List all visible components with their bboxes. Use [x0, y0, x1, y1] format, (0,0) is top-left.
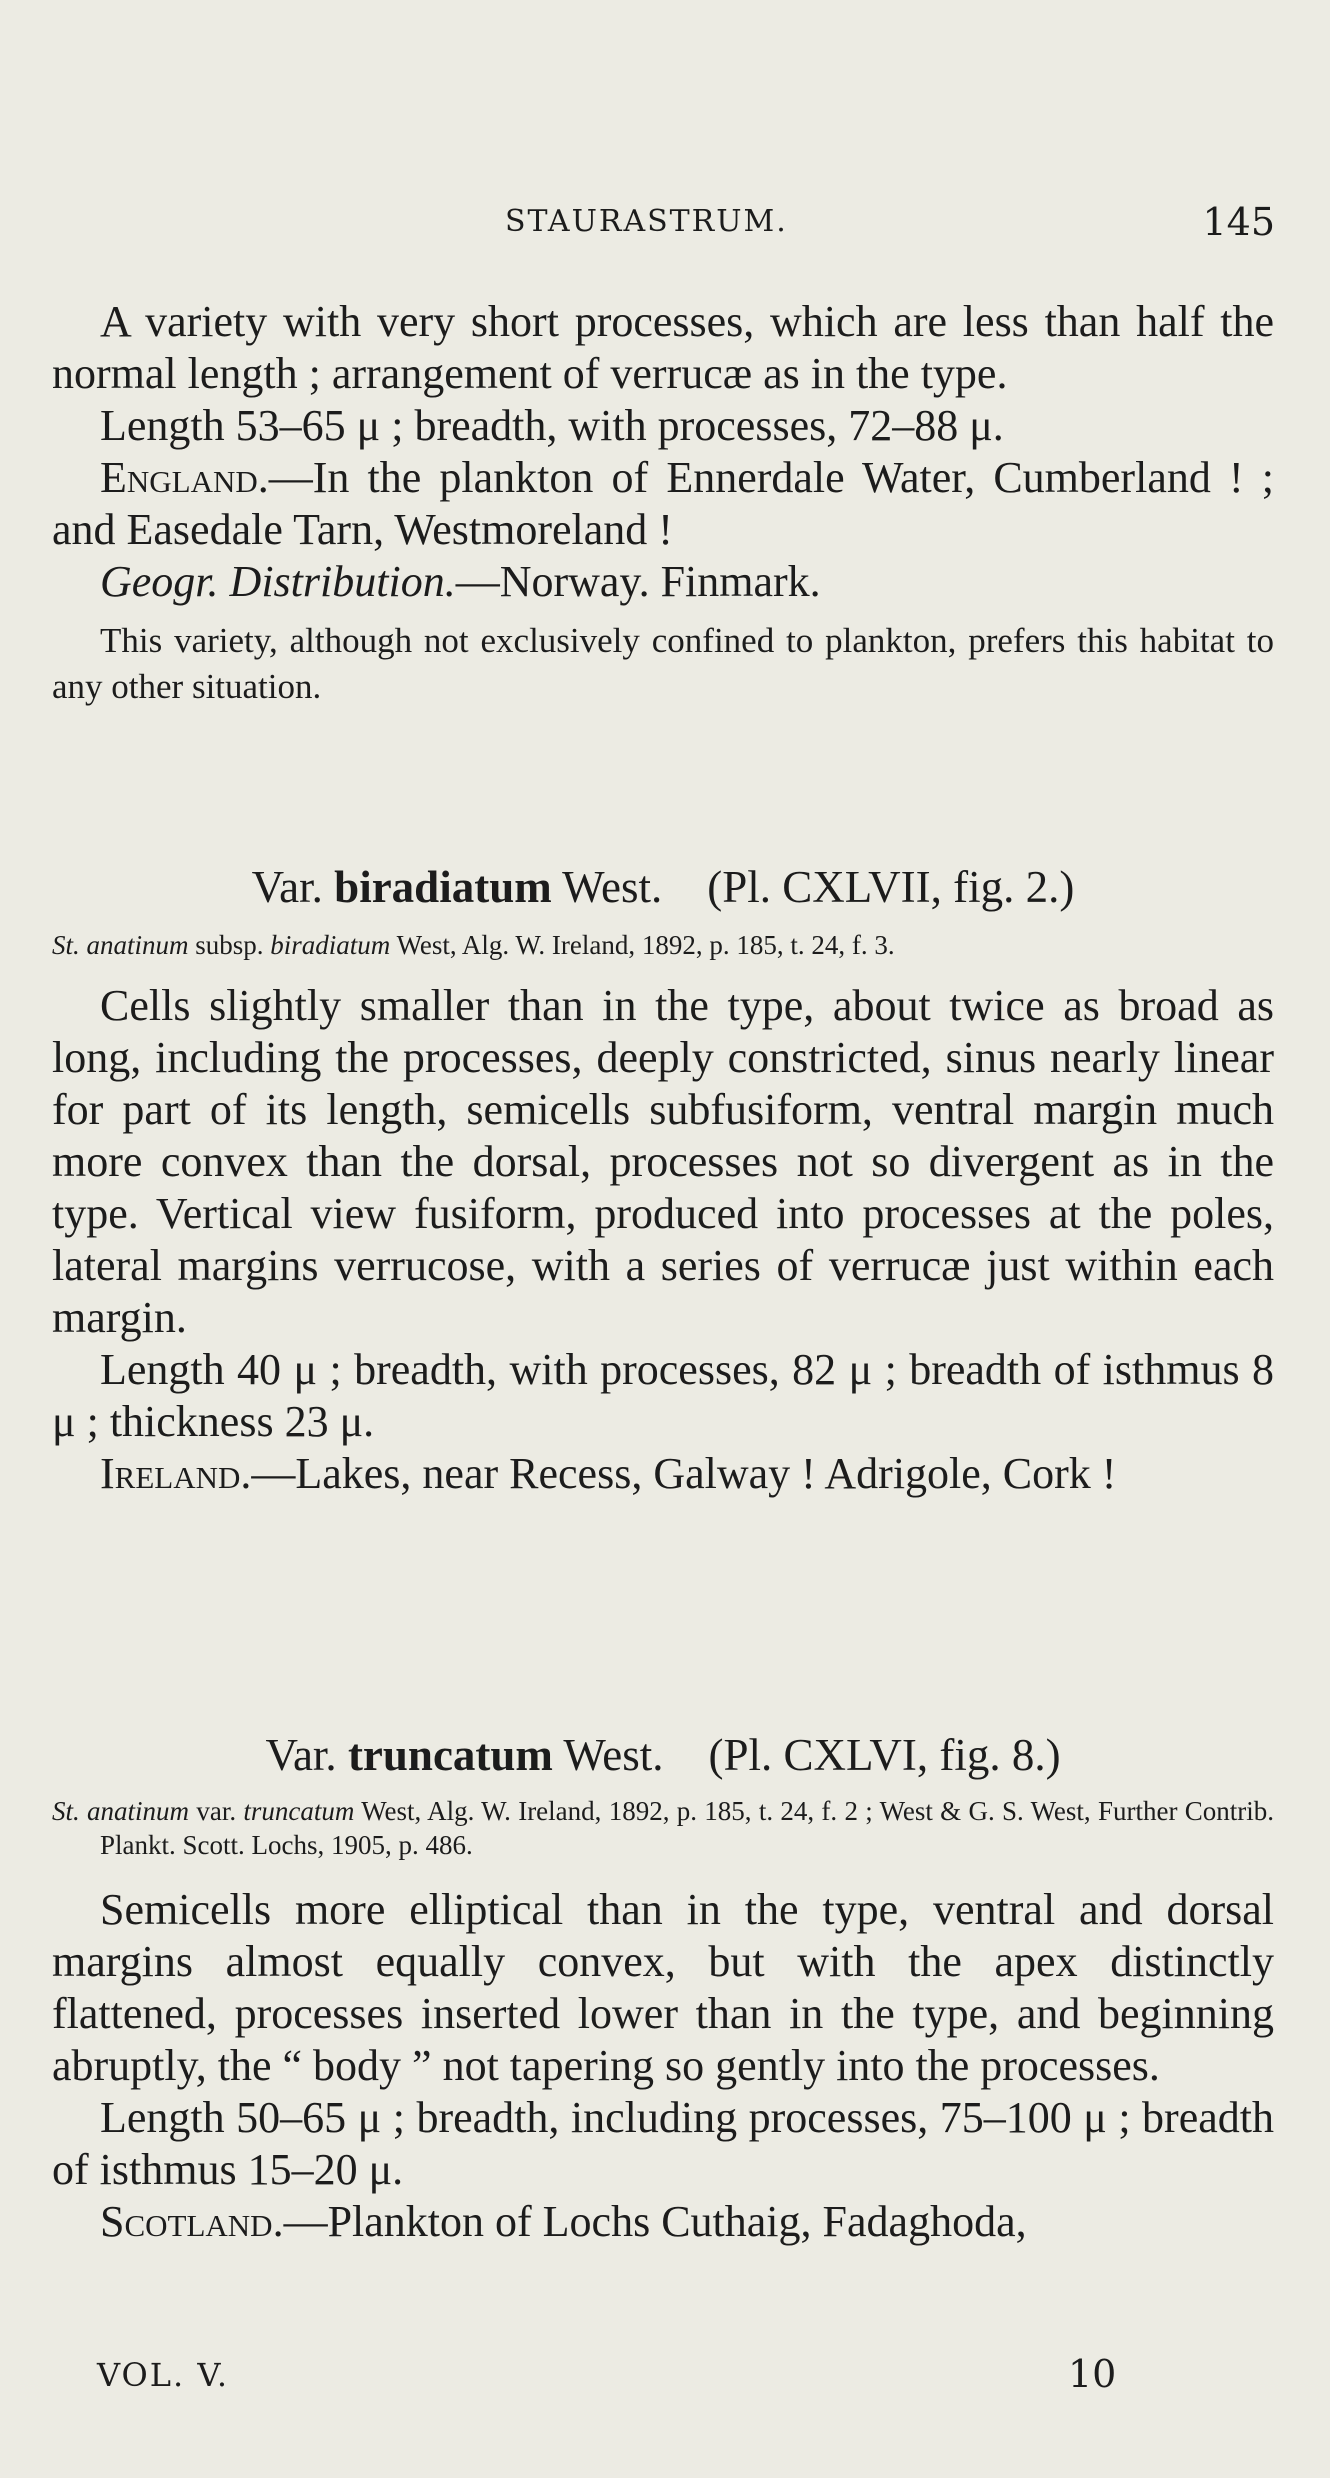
- locality-label: Scotland.: [100, 2197, 284, 2246]
- measurements: Length 53–65 μ ; breadth, with processes, 72–88 μ.: [100, 401, 1004, 450]
- locality-label: Ireland.: [100, 1449, 252, 1498]
- variety-author: West.: [563, 1730, 664, 1780]
- page-number: 145: [1202, 200, 1275, 244]
- running-title: STAURASTRUM.: [505, 204, 788, 239]
- synonym-reference: West, Alg. W. Ireland, 1892, p. 185, t. 24, f. 3.: [396, 930, 895, 960]
- variety-heading: [52, 1728, 1274, 1782]
- running-head: [0, 200, 1330, 250]
- plate-reference: (Pl. CXLVII, fig. 2.): [707, 862, 1075, 912]
- variety-name: biradiatum: [334, 862, 552, 912]
- locality: [52, 452, 1274, 556]
- locality: [52, 2196, 1274, 2248]
- variety-prefix: Var.: [265, 1730, 337, 1780]
- synonym-reference: West, Alg. W. Ireland, 1892, p. 185, t. 24, f. 2 ; West & G. S. West, Further Contrib. Plankt. Scott. Lochs, 1905, p. 486.: [100, 1796, 1274, 1860]
- synonym-epithet: truncatum: [243, 1796, 355, 1826]
- variety-prefix: Var.: [251, 862, 323, 912]
- description-paragraph: A variety with very short processes, which are less than half the normal length ; arrangement of verrucæ as in the type.: [52, 297, 1274, 398]
- plate-reference: (Pl. CXLVI, fig. 8.): [708, 1730, 1061, 1780]
- locality: [52, 1448, 1274, 1500]
- variety-continuation: [52, 296, 1274, 710]
- variety-heading: [52, 860, 1274, 914]
- synonym-name: St. anatinum: [52, 930, 189, 960]
- synonym-rank: subsp.: [195, 930, 264, 960]
- locality-text: —In the plankton of Ennerdale Water, Cumberland ! ; and Easedale Tarn, Westmoreland !: [52, 453, 1274, 554]
- locality-label: England.: [100, 453, 269, 502]
- description-paragraph: Semicells more elliptical than in the type, ventral and dorsal margins almost equally convex, but with the apex distinctly flattened, processes inserted lower than in the type, and beginning abruptly, the “ body ” not tapering so gently into the processes.: [52, 1885, 1274, 2090]
- variety-biradiatum: [52, 860, 1274, 1500]
- volume-signature: VOL. V.: [97, 2356, 230, 2394]
- synonymy: [52, 1794, 1274, 1862]
- variety-author: West.: [562, 862, 663, 912]
- habitat-note: This variety, although not exclusively confined to plankton, prefers this habitat to any other situation.: [52, 621, 1274, 706]
- distribution: [52, 556, 1274, 608]
- variety-name: truncatum: [347, 1730, 553, 1780]
- synonym-rank: var.: [196, 1796, 237, 1826]
- gathering-signature: 10: [1068, 2352, 1117, 2396]
- measurements: Length 40 μ ; breadth, with processes, 82 μ ; breadth of isthmus 8 μ ; thickness 23 μ.: [52, 1345, 1274, 1446]
- locality-text: —Plankton of Lochs Cuthaig, Fadaghoda,: [283, 2197, 1027, 2246]
- description-paragraph: Cells slightly smaller than in the type, about twice as broad as long, including the processes, deeply constricted, sinus nearly linear for part of its length, semicells subfusiform, ventral margin much more convex than the dorsal, processes not so divergent as in the type. Vertical view fusiform, produced into processes at the poles, lateral margins verrucose, with a series of verrucæ just within each margin.: [52, 981, 1274, 1342]
- distribution-text: —Norway. Finmark.: [455, 557, 821, 606]
- variety-truncatum: [52, 1728, 1274, 2248]
- synonym-name: St. anatinum: [52, 1796, 190, 1826]
- synonym-epithet: biradiatum: [270, 930, 391, 960]
- locality-text: —Lakes, near Recess, Galway ! Adrigole, Cork !: [251, 1449, 1117, 1498]
- measurements: Length 50–65 μ ; breadth, including processes, 75–100 μ ; breadth of isthmus 15–20 μ.: [52, 2093, 1274, 2194]
- synonymy: [52, 928, 1274, 962]
- distribution-label: Geogr. Distribution.: [100, 557, 456, 606]
